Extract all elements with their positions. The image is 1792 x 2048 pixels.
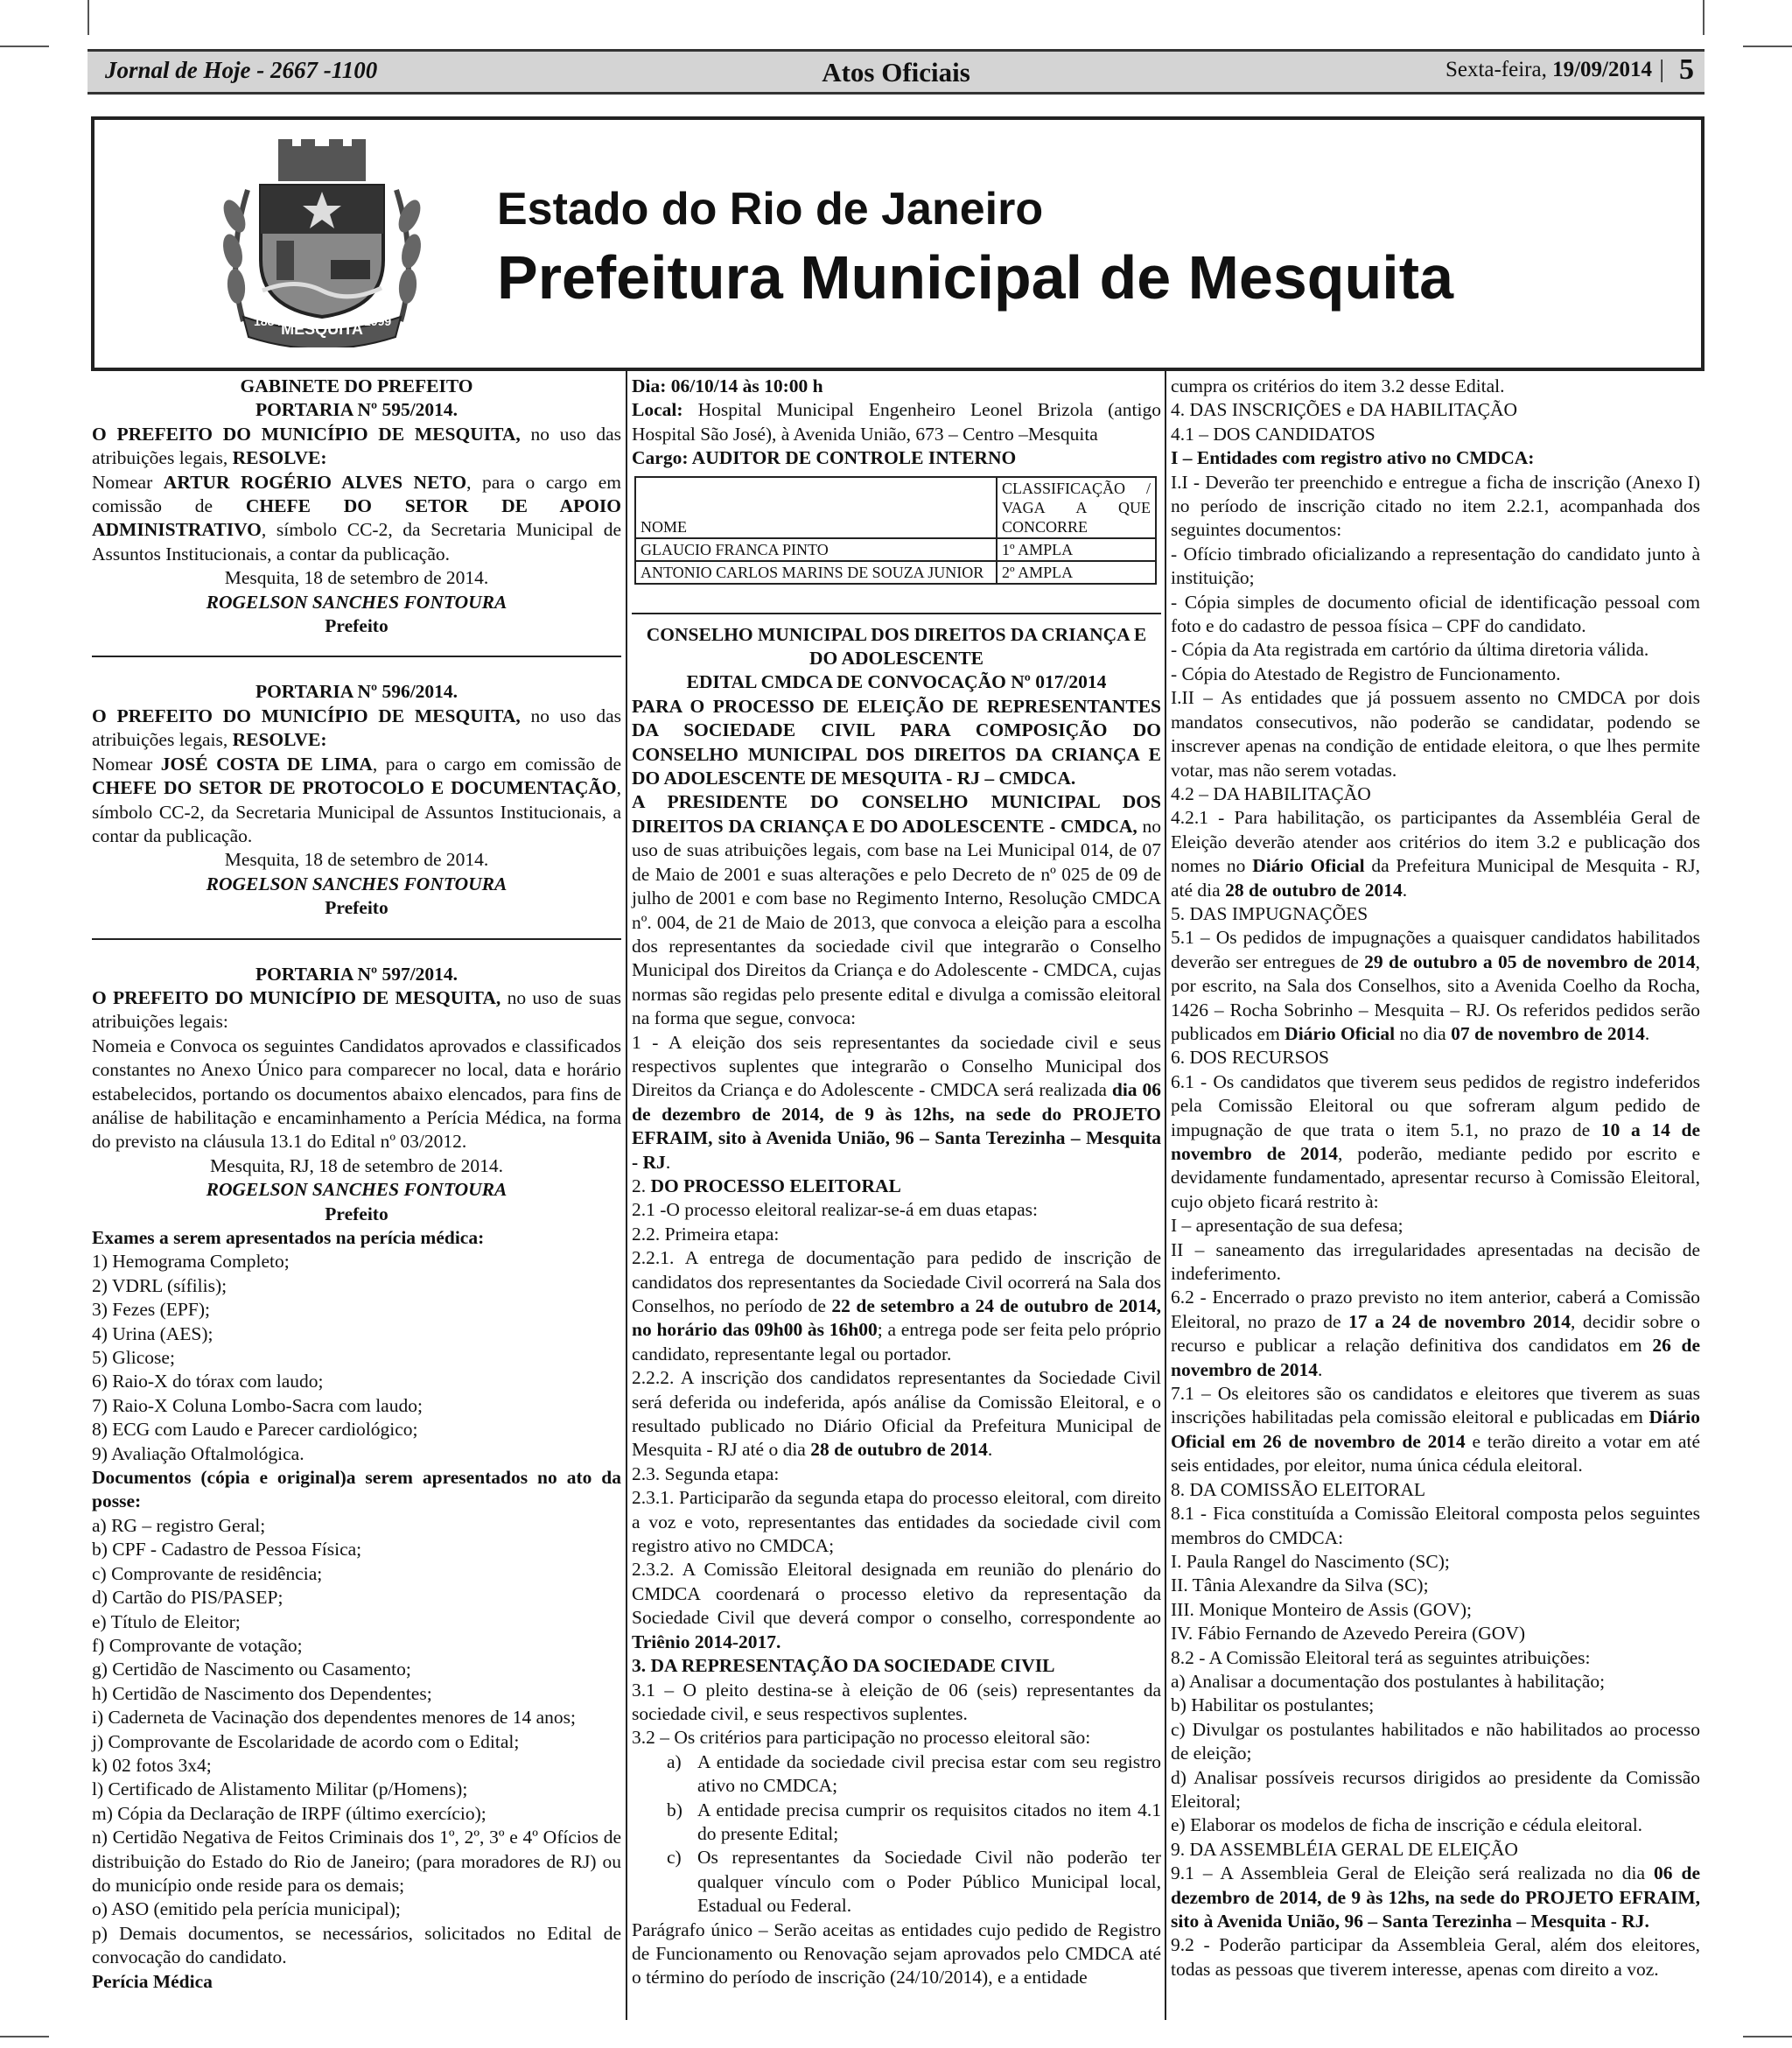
list-item: 1) Hemograma Completo; (92, 1251, 290, 1273)
section-heading: I – Entidades com registro ativo no CMDCA: (1171, 447, 1535, 469)
list-item: a) A entidade da sociedade civil precisa estar com seu registro ativo no CMDCA; (667, 1750, 1161, 1797)
list-item: III. Monique Monteiro de Assis (GOV); (1171, 1598, 1472, 1620)
list-item: c) Comprovante de residência; (92, 1562, 323, 1584)
edital-item: 2.2. Primeira etapa: (632, 1223, 780, 1245)
portaria-date: Mesquita, RJ, 18 de setembro de 2014. (210, 1154, 503, 1176)
section-heading: 6. DOS RECURSOS (1171, 1047, 1330, 1069)
list-item: m) Cópia da Declaração de IRPF (último exercício); (92, 1802, 486, 1824)
column-divider (1165, 369, 1166, 2020)
list-item: I. Paula Rangel do Nascimento (SC); (1171, 1550, 1450, 1572)
list-item: b) A entidade precisa cumprir os requisitos citados no item 4.1 do presente Edital; (667, 1799, 1161, 1844)
list-item: 4) Urina (AES); (92, 1322, 214, 1344)
edital-item: - Ofício timbrado oficializando a representação do candidato junto à instituição; (1171, 543, 1700, 589)
criteria-list (632, 1750, 1161, 1918)
edital-item: Parágrafo único – Serão aceitas as entidades cujo pedido de Registro de Funcionamento ou Renovação sejam aprovados pelo CMDCA até o término do período de inscrição (24/10/2014), e a entidade (632, 1918, 1161, 1988)
list-item: n) Certidão Negativa de Feitos Criminais dos 1º, 2º, 3º e 4º Ofícios de distribuição do Estado do Rio de Janeiro; (para moradores de RJ) ou do município onde reside para os demais; (92, 1827, 621, 1896)
page-number: 5 (1679, 53, 1694, 86)
portaria-body: O PREFEITO DO MUNICÍPIO DE MESQUITA, no uso de suas atribuições legais: (92, 986, 622, 1033)
edital-item: 3.1 – O pleito destina-se à eleição de 06 (seis) representantes da sociedade civil, e seus respectivos suplentes. (632, 1679, 1161, 1724)
divider (92, 938, 621, 940)
header-separator: | (1659, 55, 1664, 83)
list-item: a) RG – registro Geral; (92, 1514, 266, 1536)
column-middle (632, 375, 1161, 1990)
crop-mark (0, 2036, 49, 2037)
edital-item: 2.2.1. A entrega de documentação para pedido de inscrição de candidatos dos representantes da Sociedade Civil ocorrerá na Sala dos Conselhos, no período de 22 de setembro a 24 de outubro de 2014, no horário das 09h00 às 16h00; a entrega pode ser feita pelo próprio candidato, representante legal ou portador. (632, 1247, 1161, 1364)
portaria-body: O PREFEITO DO MUNICÍPIO DE MESQUITA, no uso das atribuições legais, RESOLVE: Nomear JOSÉ COSTA DE LIMA, para o cargo em comissão de CHEFE DO SETOR DE PROTOCOLO E DOCUMENTAÇÃO, símbolo CC-2, da Secretaria Municipal de Assuntos Institucionais, a contar da publicação. (92, 705, 621, 846)
list-heading: Documentos (cópia e original)a serem apresentados no ato da posse: (92, 1467, 621, 1512)
list-item: c) Os representantes da Sociedade Civil não poderão ter qualquer vínculo com o Poder Público Municipal local, Estadual ou Federal. (667, 1847, 1161, 1917)
svg-text:1884: 1884 (254, 314, 282, 328)
divider (632, 613, 1161, 614)
edital-item: 2.3.2. A Comissão Eleitoral designada em reunião do plenário do CMDCA coordenará o processo eletivo da representação da Sociedade Civil que deverá compor o conselho, correspondente ao Triênio 2014-2017. (632, 1559, 1161, 1652)
crop-mark (1743, 46, 1792, 47)
portaria-title: PORTARIA Nº 597/2014. (255, 963, 458, 985)
list-item: f) Comprovante de votação; (92, 1634, 303, 1656)
column-right (1171, 375, 1700, 1981)
list-item: 2) VDRL (sífilis); (92, 1274, 228, 1296)
edital-item: 2.3.1. Participarão da segunda etapa do processo eleitoral, com direito a voz e voto, representantes das entidades da sociedade civil com registro ativo no CMDCA; (632, 1487, 1161, 1557)
edital-item: 5.1 – Os pedidos de impugnações a quaisquer candidatos habilitados deverão ser entregues de 29 de outubro a 05 de novembro de 2014, por escrito, na Sala dos Conselhos, sito a Avenida Coelho da Rocha, 1426 – Rocha Sobrinho – Mesquita – RJ. Os referidos pedidos serão publicados em Diário Oficial no dia 07 de novembro de 2014. (1171, 927, 1700, 1044)
list-item: c) Divulgar os postulantes habilitados e não habilitados ao processo de eleição; (1171, 1718, 1700, 1764)
crop-mark (1703, 0, 1704, 35)
section-heading: 8. DA COMISSÃO ELEITORAL (1171, 1478, 1426, 1500)
list-item: II. Tânia Alexandre da Silva (SC); (1171, 1575, 1429, 1596)
state-title: Estado do Rio de Janeiro (497, 184, 1044, 235)
portaria-date: Mesquita, 18 de setembro de 2014. (224, 567, 489, 589)
section-heading: 2. DO PROCESSO ELEITORAL (632, 1175, 901, 1196)
portaria-body: Nomeia e Convoca os seguintes Candidatos aprovados e classificados constantes no Anexo Único para comparecer no local, data e horário estabelecidos, portando os documentos abaixo elencados, para fins de análise de habilitação e encaminhamento a Perícia Médica, na forma do previsto na cláusula 13.1 do Edital nº 03/2012. (92, 1035, 621, 1153)
edital-item: I.I - Deverão ter preenchido e entregue a ficha de inscrição (Anexo I) no período de inscrição citado no item 2.2.1, acompanhada dos seguintes documentos: (1171, 471, 1700, 541)
edital-item: I – apresentação de sua defesa; (1171, 1215, 1404, 1237)
list-item: l) Certificado de Alistamento Militar (p/Homens); (92, 1778, 468, 1800)
list-item: e) Título de Eleitor; (92, 1610, 241, 1632)
section-heading: 4.1 – DOS CANDIDATOS (1171, 423, 1376, 445)
list-item: 7) Raio-X Coluna Lombo-Sacra com laudo; (92, 1394, 423, 1416)
list-item: 5) Glicose; (92, 1347, 175, 1369)
column-divider (626, 369, 627, 2020)
edital-item: 6.1 - Os candidatos que tiverem seus pedidos de registro indeferidos pela Comissão Eleitoral ou que sofreram algum pedido de impugnação de que trata o item 5.1, no prazo de 10 a 14 de novembro de 2014, poderão, mediante pedido por escrito e devidamente fundamentado, apresentar recurso à Comissão Eleitoral, cujo objeto ficará restrito à: (1171, 1070, 1700, 1212)
svg-text:MESQUITA: MESQUITA (281, 320, 363, 338)
edital-item: 9.2 - Poderão participar da Assembleia Geral, além dos eleitores, todas as pessoas que tiverem interesse, apenas com direito a voz. (1171, 1934, 1700, 1980)
table-header-class: CLASSIFICAÇÃO / VAGA A QUE CONCORRE (997, 477, 1156, 538)
municipality-title: Prefeitura Municipal de Mesquita (497, 243, 1453, 312)
list-item: h) Certidão de Nascimento dos Dependentes; (92, 1682, 432, 1704)
edital-item: 3.2 – Os critérios para participação no processo eleitoral são: (632, 1727, 1091, 1749)
edital-item: - Cópia do Atestado de Registro de Funcionamento. (1171, 663, 1561, 684)
divider (92, 656, 621, 657)
table-header-name: NOME (635, 477, 997, 538)
list-item: e) Elaborar os modelos de ficha de inscrição e cédula eleitoral. (1171, 1814, 1643, 1836)
list-heading: Exames a serem apresentados na perícia médica: (92, 1227, 485, 1248)
convocation-date: Dia: 06/10/14 às 10:00 h (632, 375, 823, 396)
signature-role: Prefeito (325, 897, 388, 919)
list-item: IV. Fábio Fernando de Azevedo Pereira (GOV) (1171, 1623, 1526, 1645)
list-heading: Perícia Médica (92, 1970, 213, 1992)
table-cell: GLAUCIO FRANCA PINTO (635, 538, 997, 561)
edital-item: 4.2.1 - Para habilitação, os participantes da Assembléia Geral de Eleição deverão atender aos critérios do item 3.2 e publicação dos nomes no Diário Oficial da Prefeitura Municipal de Mesquita - RJ, até dia 28 de outubro de 2014. (1171, 807, 1700, 901)
section-heading: 3. DA REPRESENTAÇÃO DA SOCIEDADE CIVIL (632, 1655, 1055, 1677)
section-heading: 4.2 – DA HABILITAÇÃO (1171, 782, 1371, 804)
list-item: j) Comprovante de Escolaridade de acordo com o Edital; (92, 1730, 520, 1752)
newspaper-name: Jornal de Hoje - 2667 -1100 (105, 57, 378, 83)
portaria-title: PORTARIA Nº 595/2014. (255, 399, 458, 421)
svg-text:1999: 1999 (364, 314, 392, 328)
signature-name: ROGELSON SANCHES FONTOURA (206, 1179, 508, 1201)
table-header-row (635, 477, 1156, 538)
portaria-body: O PREFEITO DO MUNICÍPIO DE MESQUITA, no uso das atribuições legais, RESOLVE: Nomear ARTUR ROGÉRIO ALVES NETO, para o cargo em comissão de CHEFE DO SETOR DE APOIO ADMINISTRATIVO, símbolo CC-2, da Secretaria Municipal de Assuntos Institucionais, a contar da publicação. (92, 423, 622, 565)
edital-item: - Cópia simples de documento oficial de identificação pessoal com foto e do cadastro de pessoa física – CPF do candidato. (1171, 591, 1700, 637)
edital-item: I.II – As entidades que já possuem assento no CMDCA por dois mandatos consecutivos, não poderão se candidatar, podendo se inscrever apenas na condição de entidade eleitora, o que lhes permite votar, mas não serem votadas. (1171, 687, 1700, 781)
list-item: d) Cartão do PIS/PASEP; (92, 1587, 284, 1609)
council-title: CONSELHO MUNICIPAL DOS DIREITOS DA CRIANÇA E DO ADOLESCENTE (646, 623, 1147, 670)
edital-body: A PRESIDENTE DO CONSELHO MUNICIPAL DOS DIREITOS DA CRIANÇA E DO ADOLESCENTE - CMDCA, no uso de suas atribuições legais, com base na Lei Municipal 014, de 07 de Maio de 2001 e suas alterações e pelo Decreto de nº 025 de 09 de julho de 2001 e com base no Regimento Interno, Resolução CMDCA nº. 004, de 21 de Maio de 2013, que convoca a eleição para a escolha dos representantes da sociedade civil que integrarão o Conselho Municipal dos Direitos da Criança e do Adolescente - CMDCA, cujas normas são regidas pelo presente edital e divulga a comissão eleitoral na forma que segue, convoca: (632, 791, 1162, 1029)
edital-item: - Cópia da Ata registrada em cartório da última diretoria válida. (1171, 639, 1649, 661)
coat-of-arms-icon (208, 137, 436, 347)
edital-item: 2.2.2. A inscrição dos candidatos representantes da Sociedade Civil será deferida ou indeferida, após análise da Comissão Eleitoral, e o resultado publicado no Diário Oficial da Prefeitura Municipal de Mesquita - RJ até o dia 28 de outubro de 2014. (632, 1367, 1161, 1461)
table-cell: ANTONIO CARLOS MARINS DE SOUZA JUNIOR (635, 561, 997, 584)
candidates-table (634, 476, 1157, 585)
table-cell: 2º AMPLA (997, 561, 1156, 584)
column-left (92, 375, 621, 1994)
edital-title: EDITAL CMDCA DE CONVOCAÇÃO Nº 017/2014 (686, 671, 1107, 693)
signature-role: Prefeito (325, 615, 388, 637)
list-item: g) Certidão de Nascimento ou Casamento; (92, 1659, 411, 1680)
list-item: 8) ECG com Laudo e Parecer cardiológico; (92, 1419, 418, 1441)
edital-item: II – saneamento das irregularidades apresentadas na decisão de indeferimento. (1171, 1238, 1700, 1285)
list-item: p) Demais documentos, se necessários, solicitados no Edital de convocação do candidato. (92, 1922, 621, 1968)
list-item: a) Analisar a documentação dos postulantes à habilitação; (1171, 1670, 1606, 1692)
portaria-date: Mesquita, 18 de setembro de 2014. (224, 849, 489, 871)
crop-mark (88, 0, 89, 35)
crop-mark (0, 46, 49, 47)
edital-item: 8.2 - A Comissão Eleitoral terá as seguintes atribuições: (1171, 1646, 1591, 1668)
table-row (635, 561, 1156, 584)
masthead (91, 116, 1704, 371)
edital-item: 2.1 -O processo eleitoral realizar-se-á em duas etapas: (632, 1199, 1038, 1221)
edital-item: 6.2 - Encerrado o prazo previsto no item anterior, caberá a Comissão Eleitoral, no prazo de 17 a 24 de novembro 2014, decidir sobre o recurso e publicar a relação definitiva dos candidatos em 26 de novembro de 2014. (1171, 1287, 1700, 1380)
list-item: 6) Raio-X do tórax com laudo; (92, 1371, 324, 1392)
section-heading: 4. DAS INSCRIÇÕES e DA HABILITAÇÃO (1171, 399, 1518, 421)
edital-item: 7.1 – Os eleitores são os candidatos e eleitores que tiverem as suas inscrições habilitadas pela comissão eleitoral e publicadas em Diário Oficial em 26 de novembro de 2014 e terão direito a votar em até seis entidades, por eleitor, numa única cédula eleitoral. (1171, 1383, 1700, 1476)
section-heading: 5. DAS IMPUGNAÇÕES (1171, 902, 1368, 924)
edital-item: 9.1 – A Assembleia Geral de Eleição será realizada no dia 06 de dezembro de 2014, de 9 às 12hs, na sede do PROJETO EFRAIM, sito à Avenida União, 96 – Santa Terezinha – Mesquita - RJ. (1171, 1862, 1701, 1932)
edital-subtitle: PARA O PROCESSO DE ELEIÇÃO DE REPRESENTANTES DA SOCIEDADE CIVIL PARA COMPOSIÇÃO DO CONSELHO MUNICIPAL DOS DIREITOS DA CRIANÇA E DO ADOLESCENTE DE MESQUITA - RJ – CMDCA. (632, 695, 1161, 789)
edital-item: 8.1 - Fica constituída a Comissão Eleitoral composta pelos seguintes membros do CMDCA: (1171, 1503, 1700, 1548)
list-item: k) 02 fotos 3x4; (92, 1754, 212, 1776)
portaria-title: PORTARIA Nº 596/2014. (255, 681, 458, 703)
signature-role: Prefeito (325, 1203, 388, 1224)
signature-name: ROGELSON SANCHES FONTOURA (206, 591, 508, 613)
signature-name: ROGELSON SANCHES FONTOURA (206, 873, 508, 894)
table-cell: 1º AMPLA (997, 538, 1156, 561)
edition-date: Sexta-feira, 19/09/2014 (1445, 58, 1652, 81)
convocation-role: Cargo: AUDITOR DE CONTROLE INTERNO (632, 447, 1017, 469)
list-item: o) ASO (emitido pela perícia municipal); (92, 1898, 401, 1920)
list-item: d) Analisar possíveis recursos dirigidos ao presidente da Comissão Eleitoral; (1171, 1766, 1700, 1812)
list-item: 3) Fezes (EPF); (92, 1299, 210, 1321)
section-heading: GABINETE DO PREFEITO (240, 375, 473, 396)
list-item: i) Caderneta de Vacinação dos dependentes menores de 14 anos; (92, 1707, 577, 1729)
newspaper-header (88, 49, 1704, 95)
crop-mark (1743, 2036, 1792, 2037)
section-title: Atos Oficiais (822, 57, 970, 88)
list-item: b) CPF - Cadastro de Pessoa Física; (92, 1539, 362, 1561)
list-item: b) Habilitar os postulantes; (1171, 1694, 1375, 1716)
list-item: 9) Avaliação Oftalmológica. (92, 1442, 304, 1464)
table-row (635, 538, 1156, 561)
edital-item: 2.3. Segunda etapa: (632, 1462, 780, 1484)
section-heading: 9. DA ASSEMBLÉIA GERAL DE ELEIÇÃO (1171, 1838, 1518, 1860)
edital-item: cumpra os critérios do item 3.2 desse Edital. (1171, 375, 1505, 396)
edital-item: 1 - A eleição dos seis representantes da sociedade civil e seus respectivos suplentes que integrarão o Conselho Municipal dos Direitos da Criança e do Adolescente - CMDCA será realizada dia 06 de dezembro de 2014, de 9 às 12hs, na sede do PROJETO EFRAIM, sito à Avenida União, 96 – Santa Terezinha – Mesquita - RJ. (632, 1031, 1161, 1173)
convocation-location: Local: Hospital Municipal Engenheiro Leonel Brizola (antigo Hospital São José), à Avenida União, 673 – Centro –Mesquita (632, 399, 1161, 445)
